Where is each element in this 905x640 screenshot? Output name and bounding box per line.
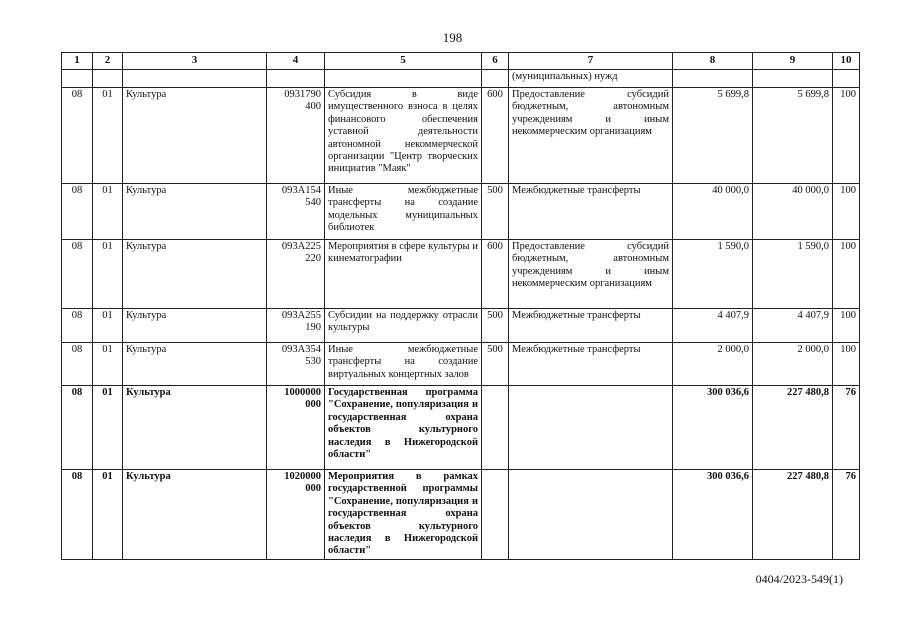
target-article-cell: 0931790 400 [267, 88, 325, 184]
expense-type-code-cell [482, 470, 509, 560]
table-row [62, 88, 860, 184]
column-header: 2 [93, 53, 123, 70]
executed-amount-cell: 2 000,0 [753, 343, 833, 386]
expense-type-cell: Межбюджетные трансферты [509, 184, 673, 240]
section-code-cell: 08 [62, 386, 93, 470]
execution-percent-cell: 76 [833, 386, 860, 470]
executed-amount-cell: 40 000,0 [753, 184, 833, 240]
table-row [62, 309, 860, 343]
executed-amount-cell: 1 590,0 [753, 240, 833, 309]
article-name-cell: Иные межбюджетные трансферты на создание виртуальных концертных залов [325, 343, 482, 386]
execution-percent-cell: 100 [833, 343, 860, 386]
execution-percent-cell: 76 [833, 470, 860, 560]
subsection-code-cell: 01 [93, 343, 123, 386]
expense-type-cell [509, 386, 673, 470]
section-name-cell: Культура [123, 309, 267, 343]
section-name-cell: Культура [123, 240, 267, 309]
table-row [62, 343, 860, 386]
planned-amount-cell: 1 590,0 [673, 240, 753, 309]
table-row [62, 386, 860, 470]
article-name-cell: Государственная программа "Сохранение, популяризация и государственная охрана объектов культурного наследия в Нижегородской области" [325, 386, 482, 470]
column-header: 7 [509, 53, 673, 70]
executed-amount-cell: 5 699,8 [753, 88, 833, 184]
subsection-code-cell: 01 [93, 470, 123, 560]
execution-percent-cell: 100 [833, 240, 860, 309]
section-code-cell: 08 [62, 309, 93, 343]
expense-type-cell: Предоставление субсидий бюджетным, автономным учреждениям и иным некоммерческим организациям [509, 240, 673, 309]
subsection-code-cell: 01 [93, 386, 123, 470]
expense-type-cell: Межбюджетные трансферты [509, 309, 673, 343]
execution-percent-cell: 100 [833, 184, 860, 240]
column-header: 3 [123, 53, 267, 70]
column-header: 10 [833, 53, 860, 70]
planned-amount-cell: 5 699,8 [673, 88, 753, 184]
expense-type-code-cell: 600 [482, 240, 509, 309]
header-row [62, 53, 860, 70]
article-name-cell: Мероприятия в рамках государственной программы "Сохранение, популяризация и государственная охрана объектов культурного наследия в Нижегородской области" [325, 470, 482, 560]
section-code-cell: 08 [62, 88, 93, 184]
section-name-cell: Культура [123, 88, 267, 184]
column-header: 5 [325, 53, 482, 70]
execution-percent-cell: 100 [833, 309, 860, 343]
executed-amount-cell: 227 480,8 [753, 386, 833, 470]
planned-amount-cell: 40 000,0 [673, 184, 753, 240]
page-number: 198 [442, 30, 463, 45]
expense-type-code-cell: 600 [482, 88, 509, 184]
expense-type-cell [509, 470, 673, 560]
expense-type-code-cell: 500 [482, 309, 509, 343]
planned-amount-cell: 300 036,6 [673, 386, 753, 470]
section-name-cell: Культура [123, 386, 267, 470]
table-row [62, 240, 860, 309]
article-name-cell: Субсидии на поддержку отрасли культуры [325, 309, 482, 343]
column-header: 9 [753, 53, 833, 70]
article-name-cell: Иные межбюджетные трансферты на создание модельных муниципальных библиотек [325, 184, 482, 240]
article-name-cell: Субсидия в виде имущественного взноса в целях финансового обеспечения уставной деятельности автономной некоммерческой организации "Центр творческих инициатив "Маяк" [325, 88, 482, 184]
subsection-code-cell: 01 [93, 309, 123, 343]
document-number: 0404/2023-549(1) [755, 572, 843, 586]
target-article-cell: 093A255 190 [267, 309, 325, 343]
target-article-cell: 093A154 540 [267, 184, 325, 240]
column-header: 4 [267, 53, 325, 70]
expense-type-cell: (муниципальных) нужд [509, 70, 673, 88]
budget-table [61, 52, 860, 560]
article-name-cell: Мероприятия в сфере культуры и кинематографии [325, 240, 482, 309]
expense-type-cell: Межбюджетные трансферты [509, 343, 673, 386]
table-row [62, 470, 860, 560]
expense-type-code-cell [482, 386, 509, 470]
planned-amount-cell: 4 407,9 [673, 309, 753, 343]
column-header: 1 [62, 53, 93, 70]
expense-type-code-cell: 500 [482, 184, 509, 240]
section-code-cell: 08 [62, 343, 93, 386]
subsection-code-cell: 01 [93, 240, 123, 309]
section-code-cell: 08 [62, 240, 93, 309]
target-article-cell: 1020000 000 [267, 470, 325, 560]
section-code-cell: 08 [62, 184, 93, 240]
column-header: 6 [482, 53, 509, 70]
executed-amount-cell: 227 480,8 [753, 470, 833, 560]
column-header: 8 [673, 53, 753, 70]
planned-amount-cell: 2 000,0 [673, 343, 753, 386]
target-article-cell: 093A225 220 [267, 240, 325, 309]
section-name-cell: Культура [123, 343, 267, 386]
subsection-code-cell: 01 [93, 88, 123, 184]
continuation-row [62, 70, 860, 88]
section-code-cell: 08 [62, 470, 93, 560]
expense-type-cell: Предоставление субсидий бюджетным, автономным учреждениям и иным некоммерческим организациям [509, 88, 673, 184]
table-row [62, 184, 860, 240]
target-article-cell: 1000000 000 [267, 386, 325, 470]
section-name-cell: Культура [123, 470, 267, 560]
subsection-code-cell: 01 [93, 184, 123, 240]
section-name-cell: Культура [123, 184, 267, 240]
expense-type-code-cell: 500 [482, 343, 509, 386]
executed-amount-cell: 4 407,9 [753, 309, 833, 343]
execution-percent-cell: 100 [833, 88, 860, 184]
planned-amount-cell: 300 036,6 [673, 470, 753, 560]
target-article-cell: 093A354 530 [267, 343, 325, 386]
